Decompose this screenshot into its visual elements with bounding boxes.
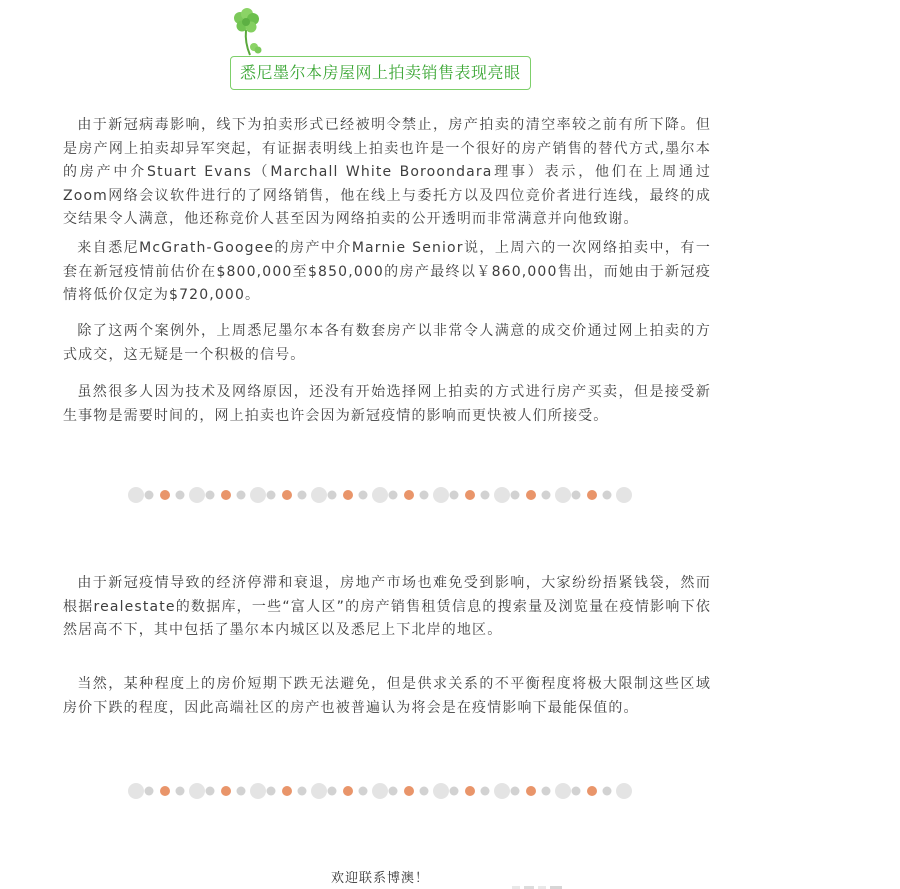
grey-dot bbox=[511, 491, 520, 500]
grey-dot bbox=[237, 491, 246, 500]
grey-dot bbox=[603, 491, 612, 500]
grey-dot bbox=[128, 487, 144, 503]
grey-dot bbox=[267, 491, 276, 500]
orange-dot bbox=[465, 786, 475, 796]
paragraph bbox=[63, 114, 711, 232]
paragraph bbox=[63, 673, 711, 720]
orange-dot bbox=[404, 786, 414, 796]
grey-dot bbox=[542, 787, 551, 796]
grey-dot bbox=[128, 783, 144, 799]
clover-icon bbox=[230, 8, 264, 56]
orange-dot bbox=[343, 786, 353, 796]
orange-dot bbox=[221, 490, 231, 500]
grey-dot bbox=[372, 487, 388, 503]
paragraph bbox=[63, 572, 711, 643]
grey-dot bbox=[176, 787, 185, 796]
grey-dot bbox=[450, 787, 459, 796]
grey-dot bbox=[237, 787, 246, 796]
grey-dot bbox=[542, 491, 551, 500]
paragraph-text: 虽然很多人因为技术及网络原因，还没有开始选择网上拍卖的方式进行房产买卖，但是接受新生事物是需要时间的，网上拍卖也许会因为新冠疫情的影响而更快被人们所接受。 bbox=[63, 384, 711, 424]
grey-dot bbox=[494, 783, 510, 799]
grey-dot bbox=[298, 787, 307, 796]
orange-dot bbox=[221, 786, 231, 796]
orange-dot bbox=[587, 490, 597, 500]
grey-dot bbox=[420, 491, 429, 500]
orange-dot bbox=[526, 786, 536, 796]
grey-dot bbox=[311, 783, 327, 799]
grey-dot bbox=[372, 783, 388, 799]
orange-dot bbox=[404, 490, 414, 500]
grey-dot bbox=[450, 491, 459, 500]
paragraph bbox=[63, 237, 711, 308]
grey-dot bbox=[572, 787, 581, 796]
grey-dot bbox=[176, 491, 185, 500]
grey-dot bbox=[616, 487, 632, 503]
grey-dot bbox=[420, 787, 429, 796]
orange-dot bbox=[343, 490, 353, 500]
paragraph-text: 由于新冠病毒影响，线下为拍卖形式已经被明令禁止，房产拍卖的清空率较之前有所下降。但是房产网上拍卖却异军突起，有证据表明线上拍卖也许是一个很好的房产销售的替代方式,墨尔本的房产中介Stuart Evans（Marchall White Boroondara理事）表示，他们在上周通过Zoom网络会议软件进行的了网络销售，他在线上与委托方以及四位竞价者进行连线，最终的成交结果令人满意，他还称竞价人甚至因为网络拍卖的公开透明而非常满意并向他致谢。 bbox=[63, 117, 711, 228]
grey-dot bbox=[616, 783, 632, 799]
orange-dot bbox=[465, 490, 475, 500]
grey-dot bbox=[189, 783, 205, 799]
orange-dot bbox=[160, 786, 170, 796]
grey-dot bbox=[328, 787, 337, 796]
grey-dot bbox=[250, 487, 266, 503]
paragraph-text: 由于新冠疫情导致的经济停滞和衰退，房地产市场也难免受到影响，大家纷纷捂紧钱袋，然而根据realestate的数据库，一些“富人区”的房产销售租赁信息的搜索量及浏览量在疫情影响下依然居高不下，其中包括了墨尔本内城区以及悉尼上下北岸的地区。 bbox=[63, 575, 711, 639]
grey-dot bbox=[494, 487, 510, 503]
paragraph-text: 除了这两个案例外，上周悉尼墨尔本各有数套房产以非常令人满意的成交价通过网上拍卖的方式成交，这无疑是一个积极的信号。 bbox=[63, 323, 711, 363]
orange-dot bbox=[282, 490, 292, 500]
grey-dot bbox=[145, 491, 154, 500]
grey-dot bbox=[298, 491, 307, 500]
grey-dot bbox=[389, 491, 398, 500]
grey-dot bbox=[189, 487, 205, 503]
dot-divider bbox=[127, 782, 642, 800]
grey-dot bbox=[359, 787, 368, 796]
grey-dot bbox=[555, 487, 571, 503]
grey-dot bbox=[250, 783, 266, 799]
grey-dot bbox=[206, 491, 215, 500]
grey-dot bbox=[145, 787, 154, 796]
grey-dot bbox=[481, 787, 490, 796]
paragraph bbox=[63, 320, 711, 367]
grey-dot bbox=[511, 787, 520, 796]
grey-dot bbox=[481, 491, 490, 500]
grey-dot bbox=[389, 787, 398, 796]
grey-dot bbox=[206, 787, 215, 796]
page-title: 悉尼墨尔本房屋网上拍卖销售表现亮眼 bbox=[230, 56, 531, 90]
orange-dot bbox=[526, 490, 536, 500]
decorative-strip bbox=[512, 884, 572, 889]
orange-dot bbox=[282, 786, 292, 796]
grey-dot bbox=[572, 491, 581, 500]
grey-dot bbox=[267, 787, 276, 796]
paragraph-text: 当然，某种程度上的房价短期下跌无法避免，但是供求关系的不平衡程度将极大限制这些区域房价下跌的程度，因此高端社区的房产也被普遍认为将会是在疫情影响下最能保值的。 bbox=[63, 676, 711, 716]
grey-dot bbox=[311, 487, 327, 503]
orange-dot bbox=[587, 786, 597, 796]
orange-dot bbox=[160, 490, 170, 500]
grey-dot bbox=[433, 783, 449, 799]
grey-dot bbox=[328, 491, 337, 500]
grey-dot bbox=[359, 491, 368, 500]
grey-dot bbox=[603, 787, 612, 796]
contact-line: 欢迎联系博澳！ bbox=[330, 871, 429, 886]
paragraph bbox=[63, 381, 711, 428]
grey-dot bbox=[433, 487, 449, 503]
article-header bbox=[230, 8, 540, 90]
grey-dot bbox=[555, 783, 571, 799]
paragraph-text: 来自悉尼McGrath-Googee的房产中介Marnie Senior说，上周六的一次网络拍卖中，有一套在新冠疫情前估价在$800,000至$850,000的房产最终以￥860,000售出，而她由于新冠疫情将低价仅定为$720,000。 bbox=[63, 240, 711, 304]
dot-divider bbox=[127, 486, 642, 504]
